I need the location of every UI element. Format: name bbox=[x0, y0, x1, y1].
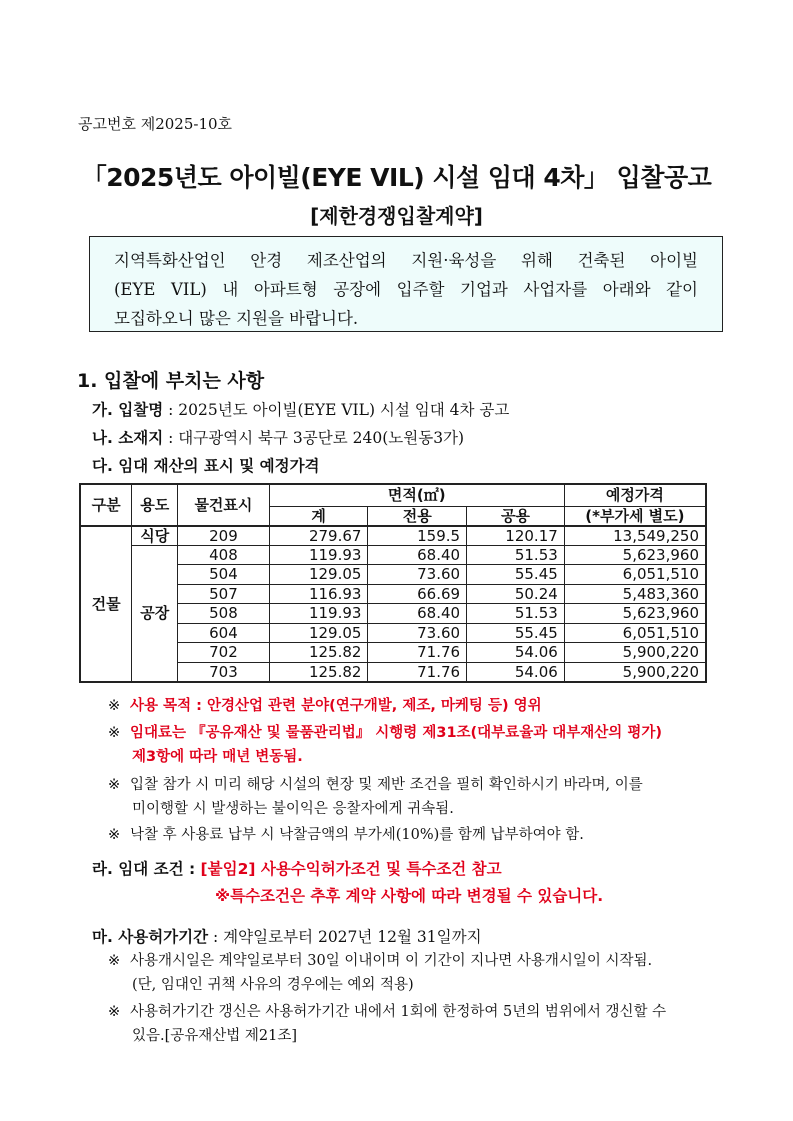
note-renewal-text-a: 사용허가기간 갱신은 사용허가기간 내에서 1회에 한정하여 5년의 범위에서 갱신할 수 bbox=[130, 1004, 667, 1020]
page-subtitle: [제한경쟁입찰계약] bbox=[310, 204, 483, 228]
note-rent bbox=[108, 721, 740, 769]
item-location-label: 나. 소재지 bbox=[92, 429, 164, 447]
cell-area-exclusive: 71.76 bbox=[368, 662, 467, 682]
header-item: 물건표시 bbox=[178, 484, 270, 526]
cell-area-total: 119.93 bbox=[269, 545, 368, 565]
intro-line-1: 지역특화산업인 안경 제조산업의 지원·육성을 위해 건축된 아이빌 bbox=[114, 251, 698, 270]
cell-area-exclusive: 159.5 bbox=[368, 526, 467, 546]
cell-price: 6,051,510 bbox=[564, 565, 706, 585]
item-bid-name-label: 가. 입찰명 bbox=[92, 401, 164, 419]
cell-price: 13,549,250 bbox=[564, 526, 706, 546]
cell-item: 702 bbox=[178, 643, 270, 663]
cell-area-total: 125.82 bbox=[269, 662, 368, 682]
cell-area-common: 120.17 bbox=[467, 526, 565, 546]
header-price-note: (*부가세 별도) bbox=[564, 506, 706, 526]
cell-area-common: 54.06 bbox=[467, 643, 565, 663]
note-rent-text-b: 제3항에 따라 매년 변동됨. bbox=[132, 749, 303, 765]
notice-number: 공고번호 제2025-10호 bbox=[78, 115, 233, 133]
cell-area-total: 119.93 bbox=[269, 604, 368, 624]
cell-area-total: 129.05 bbox=[269, 565, 368, 585]
item-lease-conditions-value: [붙임2] 사용수익허가조건 및 특수조건 참고 bbox=[200, 860, 502, 878]
note-rent-text-a: 임대료는 『공유재산 및 물품관리법』 시행령 제31조(대부료율과 대부재산의 평가) bbox=[130, 725, 662, 741]
cell-area-total: 129.05 bbox=[269, 623, 368, 643]
item-permit-period-value: : 계약일로부터 2027년 12월 31일까지 bbox=[208, 928, 482, 946]
section-heading-1: 1. 입찰에 부치는 사항 bbox=[77, 370, 265, 392]
header-price: 예정가격 bbox=[564, 484, 706, 506]
page-title: 「2025년도 아이빌(EYE VIL) 시설 임대 4차」 입찰공고 bbox=[81, 163, 712, 192]
cell-price: 6,051,510 bbox=[564, 623, 706, 643]
item-lease-conditions-sub bbox=[215, 884, 603, 906]
intro-box bbox=[89, 236, 723, 332]
note-vat bbox=[108, 823, 584, 847]
item-bid-name bbox=[92, 398, 509, 420]
table-row bbox=[80, 526, 706, 546]
header-area: 면적(㎡) bbox=[269, 484, 564, 506]
header-usage: 용도 bbox=[132, 484, 178, 526]
note-mark: ※ bbox=[108, 827, 121, 843]
note-mark: ※ bbox=[108, 953, 121, 969]
note-start-date-text-a: 사용개시일은 계약일로부터 30일 이내이며 이 기간이 지나면 사용개시일이 시작됨. bbox=[130, 953, 653, 969]
item-lease-conditions-sub-text: ※특수조건은 추후 계약 사항에 따라 변경될 수 있습니다. bbox=[215, 887, 604, 905]
intro-line-3: 모집하오니 많은 지원을 바랍니다. bbox=[114, 309, 359, 328]
header-area-exclusive: 전용 bbox=[368, 506, 467, 526]
cell-usage-restaurant: 식당 bbox=[132, 526, 178, 546]
note-mark: ※ bbox=[108, 777, 121, 793]
note-mark: ※ bbox=[108, 1004, 121, 1020]
cell-area-exclusive: 68.40 bbox=[368, 604, 467, 624]
cell-area-common: 51.53 bbox=[467, 604, 565, 624]
cell-price: 5,483,360 bbox=[564, 584, 706, 604]
header-area-total: 계 bbox=[269, 506, 368, 526]
cell-division: 건물 bbox=[80, 526, 132, 682]
cell-area-common: 51.53 bbox=[467, 545, 565, 565]
cell-area-exclusive: 71.76 bbox=[368, 643, 467, 663]
item-location bbox=[92, 426, 464, 448]
item-permit-period-label: 마. 사용허가기간 bbox=[92, 928, 209, 946]
note-site-check-text-a: 입찰 참가 시 미리 해당 시설의 현장 및 제반 조건을 필히 확인하시기 바라며, 이를 bbox=[130, 777, 643, 793]
cell-area-exclusive: 66.69 bbox=[368, 584, 467, 604]
item-lease-conditions bbox=[92, 857, 502, 879]
cell-price: 5,900,220 bbox=[564, 643, 706, 663]
note-renewal-text-b: 있음.[공유재산법 제21조] bbox=[132, 1028, 298, 1044]
cell-price: 5,623,960 bbox=[564, 604, 706, 624]
item-location-value: : 대구광역시 북구 3공단로 240(노원동3가) bbox=[163, 429, 465, 447]
header-division: 구분 bbox=[80, 484, 132, 526]
note-site-check-text-b: 미이행할 시 발생하는 불이익은 응찰자에게 귀속됨. bbox=[132, 801, 454, 817]
item-permit-period bbox=[92, 925, 482, 947]
note-usage-purpose bbox=[108, 694, 542, 718]
property-table bbox=[79, 483, 707, 683]
cell-item: 209 bbox=[178, 526, 270, 546]
note-mark: ※ bbox=[108, 698, 121, 714]
cell-area-common: 54.06 bbox=[467, 662, 565, 682]
cell-item: 703 bbox=[178, 662, 270, 682]
note-start-date bbox=[108, 949, 740, 997]
cell-area-exclusive: 73.60 bbox=[368, 623, 467, 643]
note-renewal bbox=[108, 1000, 740, 1048]
cell-area-exclusive: 68.40 bbox=[368, 545, 467, 565]
cell-item: 507 bbox=[178, 584, 270, 604]
cell-area-total: 116.93 bbox=[269, 584, 368, 604]
cell-item: 508 bbox=[178, 604, 270, 624]
cell-area-exclusive: 73.60 bbox=[368, 565, 467, 585]
cell-item: 408 bbox=[178, 545, 270, 565]
item-property-label: 다. 임대 재산의 표시 및 예정가격 bbox=[92, 457, 320, 475]
note-mark: ※ bbox=[108, 725, 121, 741]
header-area-common: 공용 bbox=[467, 506, 565, 526]
item-bid-name-value: : 2025년도 아이빌(EYE VIL) 시설 임대 4차 공고 bbox=[163, 401, 510, 419]
cell-item: 604 bbox=[178, 623, 270, 643]
cell-item: 504 bbox=[178, 565, 270, 585]
cell-area-common: 55.45 bbox=[467, 565, 565, 585]
intro-line-2: (EYE VIL) 내 아파트형 공장에 입주할 기업과 사업자를 아래와 같이 bbox=[114, 280, 698, 299]
table-row bbox=[80, 545, 706, 565]
cell-area-common: 55.45 bbox=[467, 623, 565, 643]
cell-area-total: 279.67 bbox=[269, 526, 368, 546]
cell-area-total: 125.82 bbox=[269, 643, 368, 663]
cell-price: 5,623,960 bbox=[564, 545, 706, 565]
item-property-heading bbox=[92, 454, 320, 476]
cell-area-common: 50.24 bbox=[467, 584, 565, 604]
cell-price: 5,900,220 bbox=[564, 662, 706, 682]
note-vat-text: 낙찰 후 사용료 납부 시 낙찰금액의 부가세(10%)를 함께 납부하여야 함. bbox=[130, 827, 584, 843]
item-lease-conditions-label: 라. 임대 조건 : bbox=[92, 860, 201, 878]
cell-usage-factory: 공장 bbox=[132, 545, 178, 682]
note-site-check bbox=[108, 773, 740, 821]
note-usage-purpose-text: 사용 목적 : 안경산업 관련 분야(연구개발, 제조, 마케팅 등) 영위 bbox=[130, 698, 542, 714]
note-start-date-text-b: (단, 임대인 귀책 사유의 경우에는 예외 적용) bbox=[132, 977, 414, 993]
